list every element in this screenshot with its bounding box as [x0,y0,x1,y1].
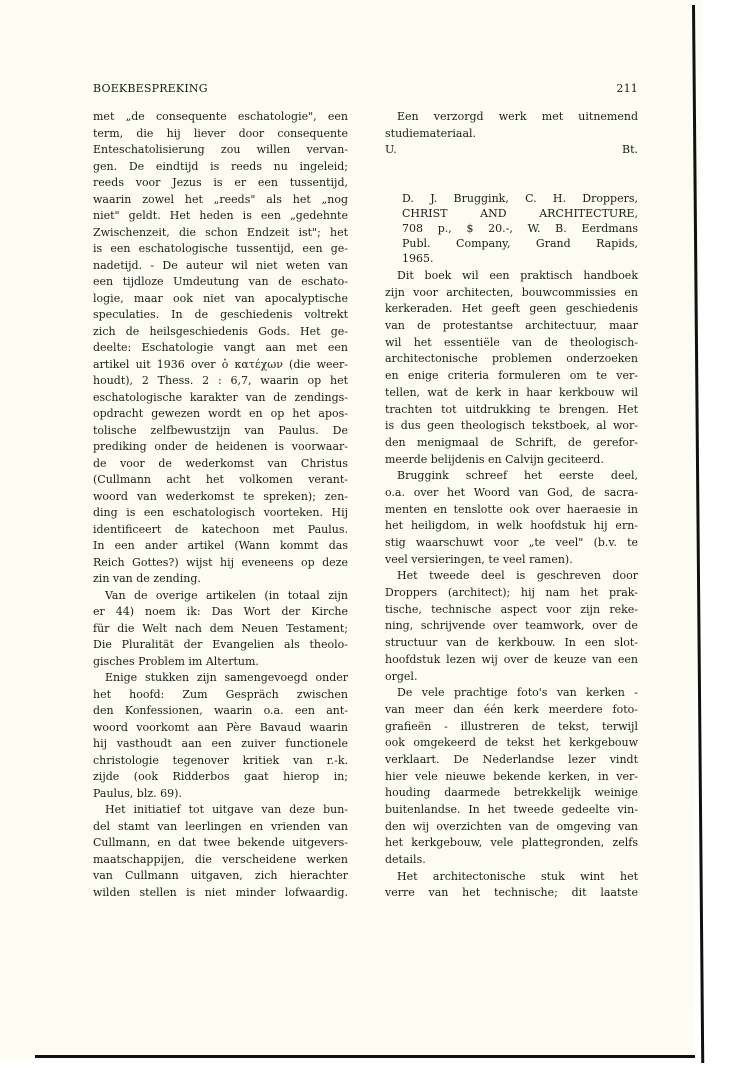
text-line: van meer dan één kerk meerdere foto- [385,702,638,716]
text-line: De vele prachtige foto's van kerken - [397,686,638,700]
text-line: trachten tot uitdrukking te brengen. Het [385,402,638,416]
reviewer-initials: Bt. [621,143,638,156]
text-line: de voor de wederkomst van Christus [93,456,348,470]
citation-line: CHRIST AND ARCHITECTURE, [402,207,638,220]
text-line: zijde (ook Ridderbos gaat hierop in; [93,770,348,783]
text-line: structuur van de kerkbouw. In een slot- [385,636,638,650]
text-line: Zwischenzeit, die schon Endzeit ist"; het [93,225,348,239]
text-line: menten en tenslotte ook over haeraesie in [385,502,638,516]
text-line: identificeert de katechoon met Paulus. [93,522,348,536]
text-line: stig waarschuwt voor „te veel" (b.v. te [385,536,638,549]
text-line: hij vasthoudt aan een zuiver functionele [93,737,348,750]
text-line: artikel uit 1936 over ὁ κατέχων (die weer- [93,357,348,371]
text-line: (Cullmann acht het volkomen verant- [93,473,348,486]
text-line: het kerkgebouw, vele plattegronden, zelfs [385,836,638,850]
text-line: tolische zelfbewustzijn van Paulus. De [93,423,348,437]
text-line: meerde belijdenis en Calvijn geciteerd. [385,452,604,466]
text-line: term, die hij liever door consequente [93,126,348,140]
text-line: woord van wederkomst te spreken); zen- [93,489,348,503]
text-line: gen. De eindtijd is reeds nu ingeleid; [93,159,348,173]
text-line: Het tweede deel is geschreven door [397,569,638,583]
text-line: niet" geldt. Het heden is een „gedehnte [93,209,348,222]
text-line: wil het essentiële van de theologisch- [385,335,638,349]
text-line: en enige criteria formuleren om te ver- [385,369,638,383]
text-line: opdracht gewezen wordt en op het apos- [93,407,348,420]
text-line: eschatologische karakter van de zendings- [93,390,348,404]
text-line: den menigmaal de Schrift, de gerefor- [385,435,638,449]
text-line: logie, maar ook niet van apocalyptische [93,291,348,305]
text-line: Het architectonische stuk wint het [397,869,638,883]
text-line: details. [385,853,426,867]
text-line: gisches Problem im Altertum. [93,654,259,668]
text-line: reeds voor Jezus is er een tussentijd, [93,176,348,189]
citation-line: 708 p., $ 20.-, W. B. Eerdmans [402,222,638,235]
text-line: Enteschatolisierung zou willen vervan- [93,143,348,156]
left-column [93,109,348,901]
text-line: für die Welt nach dem Neuen Testament; [93,621,348,635]
text-line: Die Pluralität der Evangelien als theolo- [93,638,348,651]
text-line: christologie tegenover kritiek van r.-k. [93,753,348,767]
text-line: veel versieringen, te veel ramen). [385,552,573,566]
text-line: zin van de zending. [93,572,201,585]
text-line: waarin zowel het „reeds" als het „nog [93,192,348,206]
text-line: Van de overige artikelen (in totaal zijn [105,588,348,602]
text-line: hoofdstuk lezen wij over de keuze van een [385,652,638,666]
text-line: kerkeraden. Het geeft geen geschiedenis [385,302,638,316]
text-line: het heiligdom, in welk hoofdstuk hij ern- [385,519,638,533]
text-line: nadetijd. - De auteur wil niet weten van [93,258,348,272]
right-column [385,268,638,902]
text-line: tische, technische aspect voor zijn reke- [385,602,638,616]
text-line: een tijdloze Umdeutung van de eschato- [93,275,348,288]
text-line: tellen, wat de kerk in haar kerkbouw wil [385,385,638,399]
signature-left: U. [385,143,397,156]
signature-line [385,142,638,159]
text-line: speculaties. In de geschiedenis voltrekt [93,308,348,321]
text-line: den wij overzichten van de omgeving van [385,819,638,833]
text-line: van de protestantse architectuur, maar [385,319,638,333]
text-line: Bruggink schreef het eerste deel, [397,469,638,483]
text-line: Het initiatief tot uitgave van deze bun- [105,803,348,816]
citation-line: D. J. Bruggink, C. H. Droppers, [402,192,638,205]
text-line: den Konfessionen, waarin o.a. een ant- [93,704,348,717]
text-line: is een eschatologische tussentijd, een ge- [93,242,348,255]
text-line: Droppers (architect); hij nam het prak- [385,586,638,600]
text-line: Paulus, blz. 69). [93,786,182,800]
text-line: In een ander artikel (Wann kommt das [93,539,348,552]
text-line: ning, schrijvende over teamwork, over de [385,619,638,633]
text-line: grafieën - illustreren de tekst, terwijl [385,719,638,733]
text-line: Cullmann, en dat twee bekende uitgevers- [93,836,348,849]
text-line: er 44) noem ik: Das Wort der Kirche [93,605,348,618]
text-line: is dus geen theologisch tekstboek, al wor- [385,419,638,433]
text-line: houding daarmede betrekkelijk weinige [385,786,638,800]
text-line: ding is een eschatologisch voorteken. Hij [93,506,348,519]
text-line: Enige stukken zijn samengevoegd onder [105,671,348,684]
text-line: prediking onder de heidenen is voorwaar- [93,440,348,453]
text-line: Dit boek wil een praktisch handboek [397,269,638,282]
page-number: 211 [616,82,638,95]
page-edge-bottom [35,1055,695,1058]
text-line: buitenlandse. In het tweede gedeelte vin- [385,803,638,816]
text-line: o.a. over het Woord van God, de sacra- [385,485,638,499]
text-line: zich de heilsgeschiedenis Gods. Het ge- [93,324,348,338]
text-line: woord voorkomt aan Père Bavaud waarin [93,720,348,734]
text-line: del stamt van leerlingen en vrienden van [93,819,348,833]
text-line: studiemateriaal. [385,126,477,140]
text-line: orgel. [385,669,418,683]
text-line: verklaart. De Nederlandse lezer vindt [385,752,638,766]
text-line: houdt), 2 Thess. 2 : 6,7, waarin op het [93,374,348,387]
text-line: wilden stellen is niet minder lofwaardig. [93,885,348,899]
text-line: zijn voor architecten, bouwcommissies en [385,285,638,299]
text-line: maatschappijen, die verscheidene werken [93,852,348,866]
text-line: deelte: Eschatologie vangt aan met een [93,341,348,354]
text-line: Reich Gottes?) wijst hij eveneens op deze [93,555,348,569]
text-line: van Cullmann uitgaven, zich hierachter [93,869,348,882]
text-line: met „de consequente eschatologie", een [93,110,348,123]
text-line: Een verzorgd werk met uitnemend [397,110,638,123]
review-ending [385,109,638,159]
book-citation [402,191,638,266]
citation-line: 1965. [402,252,434,265]
text-line: ook omgekeerd de tekst het kerkgebouw [385,736,638,750]
text-line: hier vele nieuwe bekende kerken, in ver- [385,769,638,783]
citation-line: Publ. Company, Grand Rapids, [402,237,638,250]
running-head-section: BOEKBESPREKING [93,82,208,95]
text-line: architectonische problemen onderzoeken [385,352,638,366]
text-line: verre van het technische; dit laatste [385,886,638,900]
text-line: het hoofd: Zum Gespräch zwischen [93,687,348,701]
